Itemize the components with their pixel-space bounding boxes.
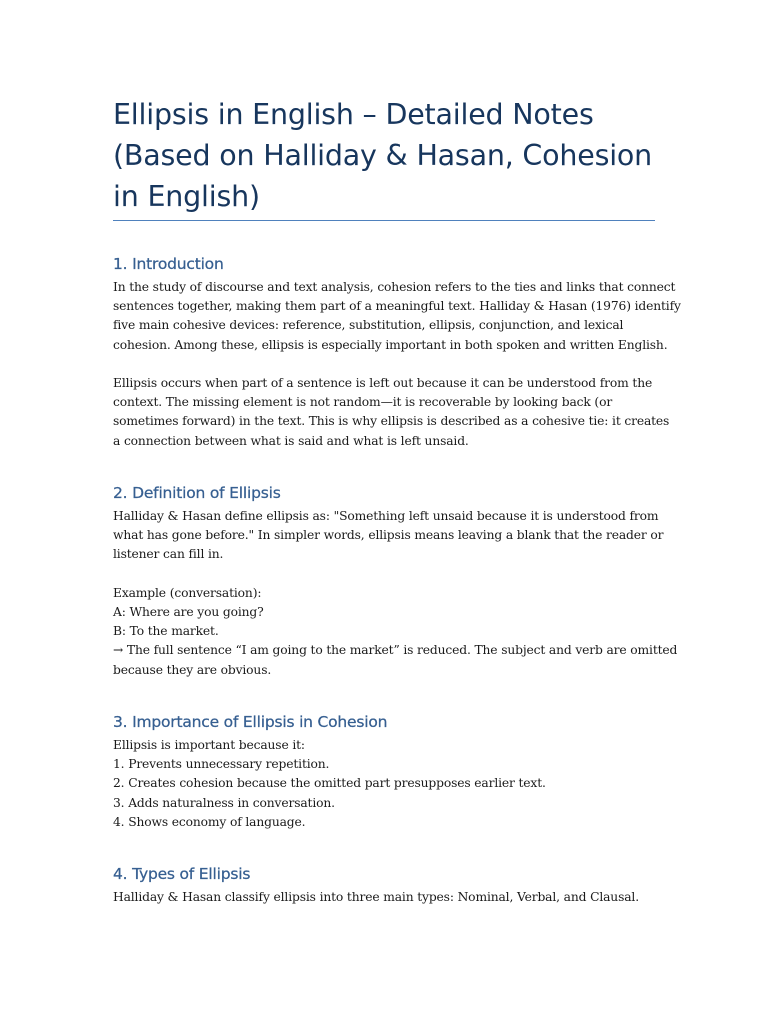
title-line: (Based on Halliday & Hasan, Cohesion	[113, 139, 653, 172]
text-line: because they are obvious.	[113, 662, 272, 677]
text-line: cohesion. Among these, ellipsis is especially important in both spoken and written English.	[113, 337, 668, 352]
text-line: context. The missing element is not random—it is recoverable by looking back (or	[113, 395, 613, 410]
text-line: A: Where are you going?	[113, 605, 264, 619]
title-underline-rule	[113, 220, 655, 221]
text-line: a connection between what is said and what is left unsaid.	[113, 433, 469, 448]
section-body	[113, 736, 655, 832]
text-line: five main cohesive devices: reference, substitution, ellipsis, conjunction, and lexical	[113, 318, 624, 333]
paragraph	[113, 888, 655, 907]
section-heading: 4. Types of Ellipsis	[113, 865, 251, 883]
section-definition	[113, 483, 678, 680]
section-body	[113, 278, 681, 451]
text-line: In the study of discourse and text analysis, cohesion refers to the ties and links that connect	[113, 280, 676, 294]
text-line: what has gone before." In simpler words, ellipsis means leaving a blank that the reader or	[113, 528, 664, 543]
list-item: 4. Shows economy of language.	[113, 814, 306, 829]
text-line: Halliday & Hasan define ellipsis as: "Something left unsaid because it is understood from	[113, 509, 659, 523]
title-line: in English)	[113, 180, 260, 213]
list-item: 3. Adds naturalness in conversation.	[113, 795, 335, 810]
paragraph	[113, 736, 655, 832]
paragraph	[113, 278, 681, 355]
paragraph	[113, 507, 664, 565]
list-item: 1. Prevents unnecessary repetition.	[113, 757, 330, 772]
text-line: → The full sentence “I am going to the market” is reduced. The subject and verb are omitted	[113, 643, 678, 658]
text-line: sentences together, making them part of a meaningful text. Halliday & Hasan (1976) identify	[113, 299, 681, 314]
paragraph	[113, 374, 670, 451]
title-line: Ellipsis in English – Detailed Notes	[113, 98, 594, 131]
section-types	[113, 864, 655, 907]
text-line: Ellipsis is important because it:	[113, 738, 305, 752]
text-line: listener can fill in.	[113, 547, 224, 562]
list-item: 2. Creates cohesion because the omitted part presupposes earlier text.	[113, 776, 546, 791]
section-introduction	[113, 254, 681, 451]
section-heading: 3. Importance of Ellipsis in Cohesion	[113, 713, 388, 731]
section-importance	[113, 712, 655, 832]
text-line: B: To the market.	[113, 624, 219, 639]
document-title	[113, 94, 655, 217]
text-line: Halliday & Hasan classify ellipsis into three main types: Nominal, Verbal, and Clausal.	[113, 890, 639, 904]
text-line: Ellipsis occurs when part of a sentence is left out because it can be understood from the	[113, 376, 653, 390]
paragraph-gap	[113, 355, 655, 374]
section-body	[113, 888, 655, 907]
paragraph	[113, 584, 678, 680]
section-body	[113, 507, 678, 680]
text-line: sometimes forward) in the text. This is why ellipsis is described as a cohesive tie: it creates	[113, 414, 670, 429]
section-heading: 2. Definition of Ellipsis	[113, 484, 281, 502]
text-line: Example (conversation):	[113, 585, 262, 600]
paragraph-gap	[113, 565, 655, 584]
section-heading: 1. Introduction	[113, 255, 224, 273]
